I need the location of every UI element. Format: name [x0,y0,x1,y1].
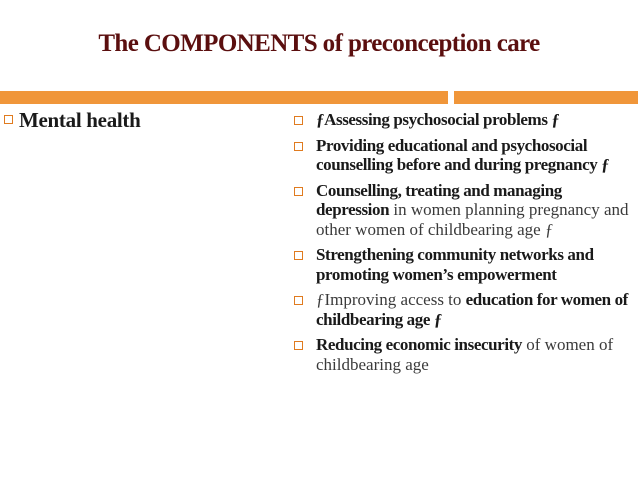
list-item [294,290,634,329]
square-bullet-icon [294,116,303,125]
list-item-text: ƒAssessing psychosocial problems ƒ [316,110,560,129]
square-bullet-icon [294,251,303,260]
list-item-text: Counselling, treating and managing depression [316,180,562,219]
accent-band-left [0,91,448,104]
list-item-text: Strengthening community networks and promoting women’s empowerment [316,245,594,284]
list-item-text: in women planning pregnancy and other women of childbearing age ƒ [316,200,629,239]
list-item [294,181,634,240]
list-item [294,136,634,175]
square-bullet-icon [294,341,303,350]
slide-title: The COMPONENTS of preconception care [98,30,540,57]
list-item [294,245,634,284]
list-item-text: education for women of childbearing age ƒ [316,290,628,329]
accent-band-right [454,91,638,104]
list-item-text: of women of childbearing age [316,335,614,374]
square-bullet-icon [294,296,303,305]
left-item-label: Mental health [19,108,141,132]
left-bullet-item [4,108,141,133]
square-bullet-icon [294,187,303,196]
list-item-text: ƒImproving access to [316,290,466,309]
components-list [294,110,634,380]
list-item-text: Providing educational and psychosocial counselling before and during pregnancy ƒ [316,135,610,174]
list-item-text: Reducing economic insecurity [316,335,522,354]
square-bullet-icon [4,115,13,124]
square-bullet-icon [294,142,303,151]
list-item [294,110,634,130]
list-item [294,335,634,374]
